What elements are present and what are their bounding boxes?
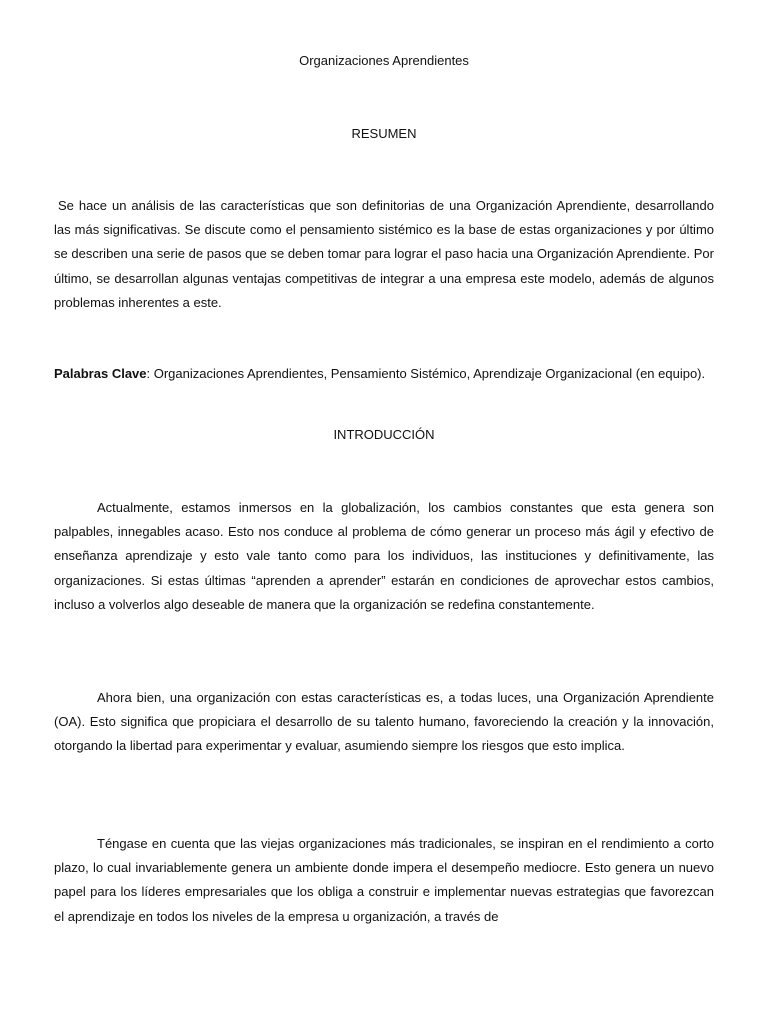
- keywords-label: Palabras Clave: [54, 366, 147, 381]
- resumen-paragraph: Se hace un análisis de las características que son definitorias de una Organización Aprendiente, desarrollando las más significativas. Se discute como el pensamiento sistémico es la base de estas organizaciones y por último se describen una serie de pasos que se deben tomar para lograr el paso hacia una Organización Aprendiente. Por último, se desarrollan algunas ventajas competitivas de integrar a una empresa este modelo, además de algunos problemas inherentes a este.: [54, 198, 714, 310]
- intro-heading: INTRODUCCIÓN: [333, 427, 435, 442]
- document-title: Organizaciones Aprendientes: [299, 53, 469, 68]
- intro-paragraph-2: Ahora bien, una organización con estas características es, a todas luces, una Organización Aprendiente (OA). Esto significa que propiciara el desarrollo de su talento humano, favoreciendo la creación y la innovación, otorgando la libertad para experimentar y evaluar, asumiendo siempre los riesgos que esto implica.: [54, 690, 714, 754]
- intro-paragraph-3: Téngase en cuenta que las viejas organizaciones más tradicionales, se inspiran en el rendimiento a corto plazo, lo cual invariablemente genera un ambiente donde impera el desempeño mediocre. Esto genera un nuevo papel para los líderes empresariales que los obliga a construir e implementar nuevas estrategias que favorezcan el aprendizaje en todos los niveles de la empresa u organización, a través de: [54, 836, 714, 924]
- intro-paragraph-1: Actualmente, estamos inmersos en la globalización, los cambios constantes que esta genera son palpables, innegables acaso. Esto nos conduce al problema de cómo generar un proceso más ágil y efectivo de enseñanza aprendizaje y esto vale tanto como para los individuos, las instituciones y definitivamente, las organizaciones. Si estas últimas “aprenden a aprender” estarán en condiciones de aprovechar estos cambios, incluso a volverlos algo deseable de manera que la organización se redefina constantemente.: [54, 500, 714, 612]
- resumen-heading: RESUMEN: [351, 126, 417, 141]
- keywords-text: : Organizaciones Aprendientes, Pensamiento Sistémico, Aprendizaje Organizacional (en equipo).: [146, 366, 706, 381]
- keywords-paragraph: [54, 362, 714, 386]
